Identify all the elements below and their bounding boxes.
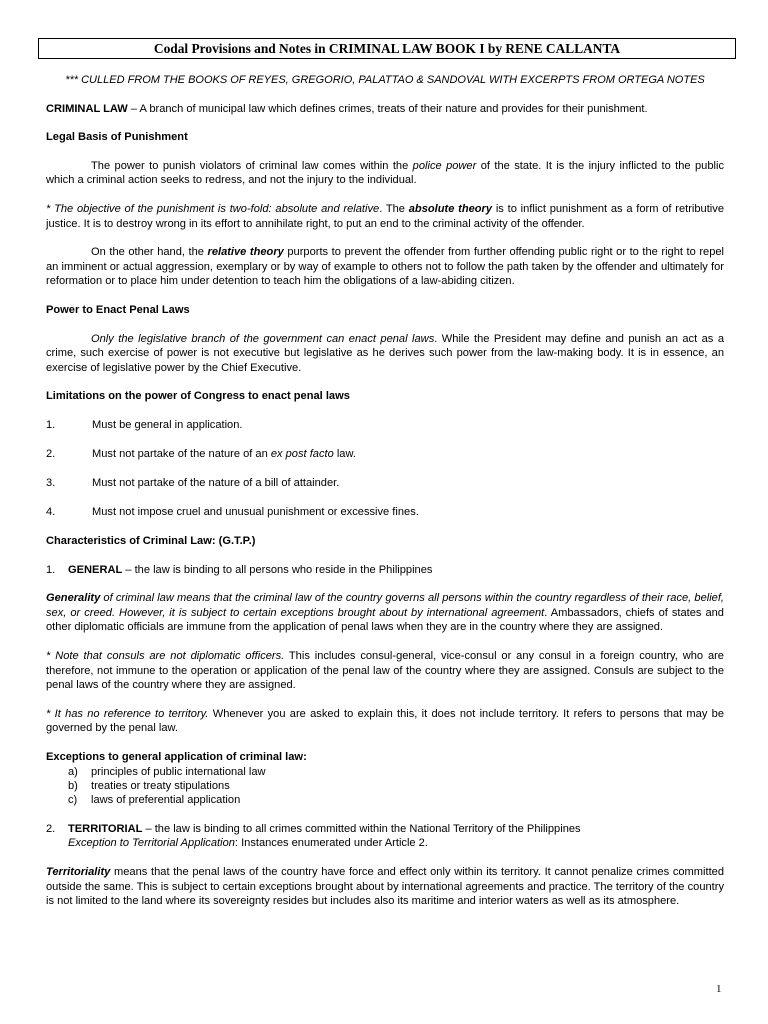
text-run: The power to punish violators of criminal law comes within the (91, 159, 413, 172)
item-text (68, 822, 581, 837)
item-text: laws of preferential application (91, 794, 241, 807)
consul-paragraph (46, 649, 724, 693)
item-number: a) (68, 765, 78, 778)
item-text: Must not partake of the nature of a bill of attainder. (92, 477, 340, 490)
text-run: police power (412, 159, 477, 172)
text-run: – the law is binding to all persons who reside in the Philippines (122, 563, 433, 576)
legal-basis-paragraph-2 (46, 202, 724, 231)
text-run: : Instances enumerated under Article 2. (234, 837, 428, 850)
characteristics-heading: Characteristics of Criminal Law: (G.T.P.) (46, 535, 256, 548)
text-run: ex post facto (270, 448, 334, 461)
definition-term: CRIMINAL LAW (46, 102, 128, 115)
text-run: GENERAL (68, 563, 123, 576)
text-run: Whenever you are asked to explain this, it does not include territory. It refers to persons that may be governed by the penal law. (46, 707, 724, 735)
source-line: *** CULLED FROM THE BOOKS OF REYES, GREGORIO, PALATTAO & SANDOVAL WITH EXCERPTS FROM ORTEGA NOTES (65, 74, 705, 86)
item-number: c) (68, 794, 78, 807)
item-text: principles of public international law (91, 765, 266, 778)
text-run: purports to prevent the offender from further offending public right or to the right to repel an imminent or actual aggression, exemplary or by way of example to others not to follow the path taken by the offender and ultimately for reformation or to place him under detention to teach him the obligations of a law-abiding citizen. (46, 246, 724, 288)
item-number: 3. (46, 477, 56, 490)
text-run: . While the President may define and punish an act as a crime, such exercise of power is not executive but legislative as he derives such power from the law-making body. It is in essence, an exercise of legislative power by the Chief Executive. (46, 332, 724, 374)
item-number: 1. (46, 563, 56, 576)
text-run: – the law is binding to all crimes committed within the National Territory of the Philippines (142, 822, 581, 835)
text-run: * The objective of the punishment is two-fold: absolute and relative (46, 202, 380, 215)
exceptions-heading: Exceptions to general application of criminal law: (46, 751, 307, 763)
text-run: TERRITORIAL (68, 822, 143, 835)
characteristic-territorial (46, 822, 724, 837)
text-run: of criminal law means that the criminal law of the country governs all persons within the country regardless of their race, belief, sex, or creed. However, it is subject to certain exceptions brought about by international agreement (46, 592, 724, 619)
text-run: . Ambassadors, chiefs of states and other diplomatic officials are immune from the application of penal laws when they are in the country where they are assigned. (46, 606, 724, 634)
text-run: This includes consul-general, vice-consul or any consul in a foreign country, who are therefore, not immune to the operation or application of the penal law of the country where they are assigned. Consuls are subject to the penal laws of the country where they are assigned. (46, 650, 724, 692)
exception-item (46, 793, 724, 807)
limitation-item (46, 476, 724, 491)
territoriality-paragraph (46, 865, 724, 909)
item-text: treaties or treaty stipulations (91, 780, 230, 792)
limitation-item (46, 505, 724, 520)
item-text (68, 836, 428, 851)
item-number: 4. (46, 506, 56, 519)
limitation-item (46, 418, 724, 433)
text-run: absolute theory (408, 202, 493, 215)
definition-text: – A branch of municipal law which defines crimes, treats of their nature and provides for their punishment. (127, 102, 648, 115)
legal-basis-heading: Legal Basis of Punishment (46, 131, 188, 144)
document-page (46, 38, 724, 909)
document-title: Codal Provisions and Notes in CRIMINAL LAW BOOK I by RENE CALLANTA (38, 38, 736, 59)
item-text (68, 563, 432, 578)
limitations-heading: Limitations on the power of Congress to enact penal laws (46, 390, 350, 403)
exception-item (46, 765, 724, 779)
text-run: Only the legislative branch of the government can enact penal laws (91, 332, 435, 345)
page-number: 1 (716, 983, 722, 995)
exception-item (46, 779, 724, 793)
text-run: * Note that consuls are not diplomatic officers. (46, 650, 285, 663)
text-run: . The (379, 202, 409, 215)
territorial-exception (46, 836, 724, 851)
text-run: law. (333, 448, 356, 461)
text-run: Exception to Territorial Application (68, 837, 235, 850)
item-number: 2. (46, 448, 56, 461)
generality-paragraph (46, 591, 724, 635)
text-run: is to inflict punishment as a form of retributive justice. It is to destroy wrong in its effort to annihilate right, to put an end to the criminal activity of the offender. (46, 202, 724, 230)
limitation-item (46, 447, 724, 462)
text-run: Territoriality (46, 866, 111, 878)
item-number: 2. (46, 822, 56, 835)
text-run: of the state. It is the injury inflicted to the public which a criminal action seeks to redress, and not the injury to the individual. (46, 159, 724, 187)
text-run: Generality (46, 592, 101, 605)
text-run: Must not partake of the nature of an (92, 448, 271, 461)
item-text: Must not impose cruel and unusual punishment or excessive fines. (92, 506, 419, 519)
item-text: Must be general in application. (92, 418, 243, 431)
text-run: means that the penal laws of the country have force and effect only within its territory. It cannot penalize crimes committed outside the same. This is subject to certain exceptions brought about by international agreements and practice. The territory of the country is not limited to the land where its sovereignty resides but includes also its maritime and interior waters as well as its atmosphere. (46, 866, 724, 908)
item-number: 1. (46, 418, 56, 431)
text-run: relative theory (207, 246, 284, 259)
legal-basis-paragraph-1 (46, 159, 724, 188)
legal-basis-paragraph-3 (46, 245, 724, 289)
power-enact-heading: Power to Enact Penal Laws (46, 303, 190, 316)
territory-paragraph (46, 707, 724, 736)
text-run: On the other hand, the (91, 246, 208, 259)
characteristic-general (46, 563, 724, 578)
criminal-law-definition (46, 102, 724, 117)
item-number: b) (68, 780, 78, 792)
power-enact-paragraph (46, 332, 724, 376)
item-text (92, 447, 356, 462)
text-run: * It has no reference to territory. (46, 707, 209, 720)
